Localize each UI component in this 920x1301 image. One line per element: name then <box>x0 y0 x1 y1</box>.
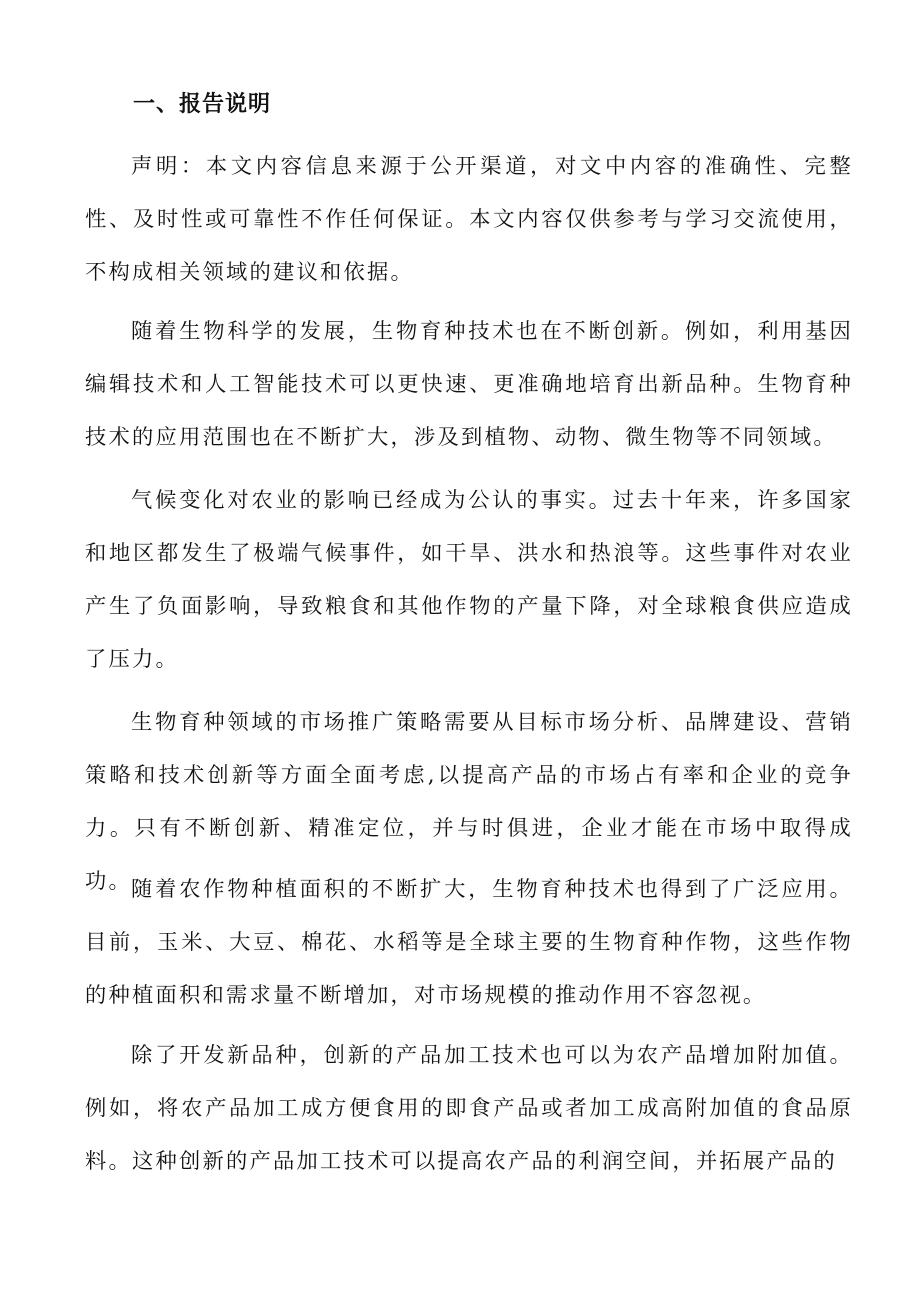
paragraph-planting-area: 随着农作物种植面积的不断扩大，生物育种技术也得到了广泛应用。目前，玉米、大豆、棉花、水稻等是全球主要的生物育种作物，这些作物的种植面积和需求量不断增加，对市场规模的推动作用不容忽视。 <box>85 877 853 1008</box>
paragraph-breeding-innovation: 随着生物科学的发展，生物育种技术也在不断创新。例如，利用基因编辑技术和人工智能技术可以更快速、更准确地培育出新品种。生物育种技术的应用范围也在不断扩大，涉及到植物、动物、微生物等不同领域。 <box>85 319 853 450</box>
paragraph-disclaimer: 声明：本文内容信息来源于公开渠道，对文中内容的准确性、完整性、及时性或可靠性不作任何保证。本文内容仅供参考与学习交流使用，不构成相关领域的建议和依据。 <box>85 154 853 285</box>
paragraph-climate-change: 气候变化对农业的影响已经成为公认的事实。过去十年来，许多国家和地区都发生了极端气候事件，如干旱、洪水和热浪等。这些事件对农业产生了负面影响，导致粮食和其他作物的产量下降，对全球粮食供应造成了压力。 <box>85 488 853 672</box>
paragraph-marketing-strategy: 生物育种领域的市场推广策略需要从目标市场分析、品牌建设、营销策略和技术创新等方面全面考虑,以提高产品的市场占有率和企业的竞争力。只有不断创新、精准定位，并与时俱进，企业才能在市场中取得成功。 <box>85 710 853 894</box>
section-heading: 一、报告说明 <box>133 92 272 117</box>
paragraph-processing-technology: 除了开发新品种，创新的产品加工技术也可以为农产品增加附加值。例如，将农产品加工成方便食用的即食产品或者加工成高附加值的食品原料。这种创新的产品加工技术可以提高农产品的利润空间，并拓展产品的 <box>85 1043 853 1174</box>
